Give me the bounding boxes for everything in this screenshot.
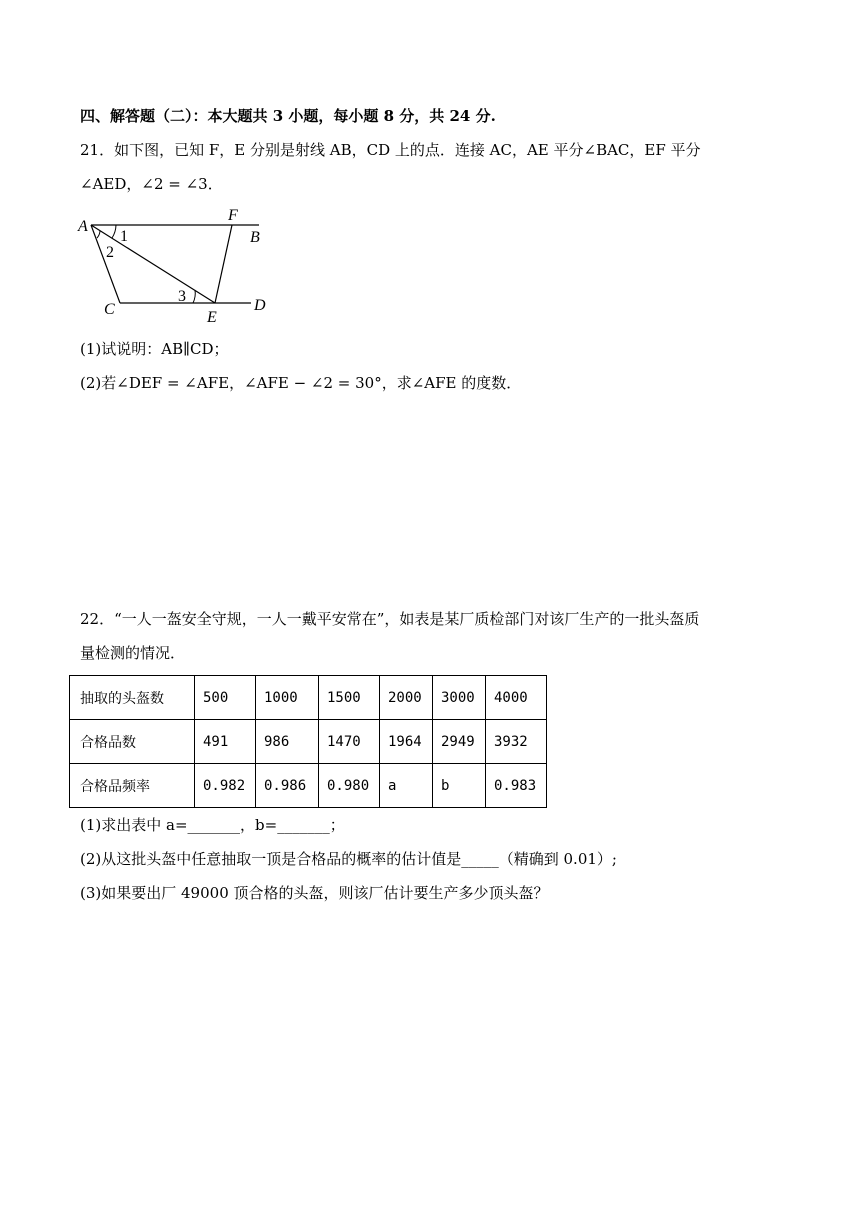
segment-ac: [91, 225, 120, 303]
label-f: F: [228, 207, 238, 224]
table-cell: 500: [195, 676, 256, 720]
table-cell: 1000: [256, 676, 319, 720]
question-22-stem-line-1: 22．“一人一盔安全守规，一人一戴平安常在”，如表是某厂质检部门对该厂生产的一批头盔质: [80, 610, 700, 628]
label-e: E: [207, 309, 217, 326]
segment-fe: [215, 225, 232, 303]
segment-ae: [91, 225, 215, 303]
table-cell: 0.982: [195, 764, 256, 808]
question-22-part-3: (3)如果要出厂 49000 顶合格的头盔，则该厂估计要生产多少顶头盔？: [80, 884, 549, 902]
table-row-header: 合格品数: [70, 720, 195, 764]
label-angle-1: 1: [120, 228, 128, 245]
table-cell: 4000: [486, 676, 547, 720]
label-b: B: [250, 229, 260, 246]
angle-1-arc: [112, 225, 116, 238]
table-cell: 0.980: [319, 764, 380, 808]
table-cell: 3000: [433, 676, 486, 720]
label-a: A: [78, 218, 88, 235]
table-cell: 491: [195, 720, 256, 764]
label-c: C: [104, 301, 115, 318]
section-heading: 四、解答题（二）：本大题共 3 小题，每小题 8 分，共 24 分.: [80, 107, 496, 125]
table-cell: 1470: [319, 720, 380, 764]
question-21-stem-line-1: 21．如下图，已知 F，E 分别是射线 AB，CD 上的点．连接 AC，AE 平分∠BAC，EF 平分: [80, 141, 701, 159]
question-22-part-2: (2)从这批头盔中任意抽取一顶是合格品的概率的估计值是_____（精确到 0.01）;: [80, 850, 617, 868]
label-angle-3: 3: [178, 288, 186, 305]
question-22-part-1: (1)求出表中 a=_______，b=_______；: [80, 816, 345, 834]
question-21-part-1: (1)试说明：AB∥CD；: [80, 340, 229, 358]
label-angle-2: 2: [106, 244, 114, 261]
question-21-part-2: (2)若∠DEF = ∠AFE，∠AFE − ∠2 = 30°，求∠AFE 的度数．: [80, 374, 522, 392]
table-cell: 2949: [433, 720, 486, 764]
angle-2-arc: [97, 231, 100, 238]
table-row: [70, 720, 547, 764]
table-cell: 1500: [319, 676, 380, 720]
table-cell: 986: [256, 720, 319, 764]
angle-3-arc: [193, 290, 195, 303]
label-d: D: [254, 297, 266, 314]
table-cell: 0.986: [256, 764, 319, 808]
table-cell: a: [380, 764, 433, 808]
question-21-stem-line-2: ∠AED，∠2 = ∠3．: [80, 175, 223, 193]
table-cell: 0.983: [486, 764, 547, 808]
table-cell: 2000: [380, 676, 433, 720]
question-22-stem-line-2: 量检测的情况．: [80, 644, 186, 662]
table-row: [70, 764, 547, 808]
table-cell: 3932: [486, 720, 547, 764]
table-cell: b: [433, 764, 486, 808]
table-row-header: 合格品频率: [70, 764, 195, 808]
geometry-figure: [76, 204, 276, 328]
table-cell: 1964: [380, 720, 433, 764]
helmet-inspection-table: [69, 675, 547, 808]
table-row-header: 抽取的头盔数: [70, 676, 195, 720]
table-row: [70, 676, 547, 720]
